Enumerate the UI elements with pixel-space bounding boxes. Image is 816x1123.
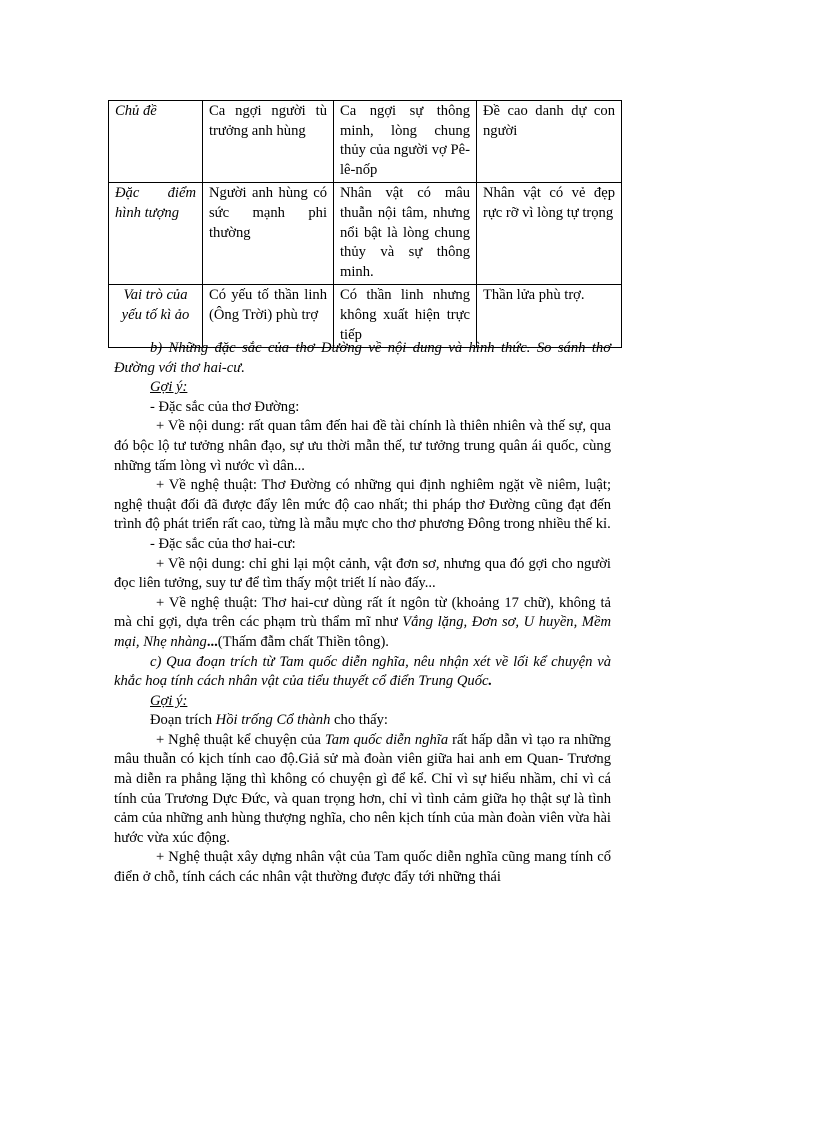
hint-heading-c <box>114 692 611 712</box>
row-header-vai-tro: Vai trò của yếu tố kì ảo <box>109 285 203 348</box>
text-run: rất hấp dẫn vì tạo ra những mâu thuẫn có kịch tính cao độ.Giả sử mà đoàn viên giữa hai anh em Quan- Trương mà diễn ra phẳng lặng thì không có chuyện gì để kể. Chỉ vì sự hiểu nhầm, chỉ vì cá tính của Trương Dực Đức, và quan trọng hơn, chỉ vì tình cảm giữa họ thật sự là tình cảm của những anh hùng thượng nghĩa, cho nên kịch tính của màn đoàn viên vừa hài hước vừa xúc động. <box>114 731 611 846</box>
italic-terms: Vắng lặng, Đơn sơ, U huyền, Mềm mại, Nhẹ nhàng <box>114 614 611 650</box>
question-text: c) Qua đoạn trích từ Tam quốc diễn nghĩa, nêu nhận xét về lối kể chuyện và khắc hoạ tính cách nhân vật của tiểu thuyết cổ điển Trung Quốc <box>114 653 611 690</box>
hint-label: Gợi ý: <box>150 692 188 709</box>
table-cell: Ca ngợi người tù trưởng anh hùng <box>203 101 334 183</box>
paragraph: + Về nghệ thuật: Thơ Đường có những qui định nghiêm ngặt về niêm, luật; nghệ thuật đối đã được đẩy lên mức độ cao nhất; thi pháp thơ Đường cũng đạt đến trình độ phát triển rất cao, từng là mẫu mực cho thơ phương Đông trong nhiều thế kỉ. <box>114 477 611 533</box>
paragraph <box>114 731 611 849</box>
row-header-dac-diem: Đặc điểm hình tượng <box>109 183 203 285</box>
question-end: . <box>488 673 493 690</box>
body-text <box>114 339 611 888</box>
hint-label: Gợi ý: <box>150 379 188 396</box>
table-cell: Có yếu tố thần linh (Ông Trời) phù trợ <box>203 285 334 348</box>
row-header-chu-de: Chủ đề <box>109 101 203 183</box>
table-cell: Ca ngợi sự thông minh, lòng chung thủy của người vợ Pê-lê-nốp <box>334 101 477 183</box>
text-run: + Nghệ thuật kể chuyện của <box>156 731 325 748</box>
table-cell: Đề cao danh dự con người <box>477 101 622 183</box>
table-row <box>109 101 622 183</box>
paragraph: + Nghệ thuật xây dựng nhân vật của Tam quốc diễn nghĩa cũng mang tính cổ điển ở chỗ, tính cách các nhân vật thường được đẩy tới những thái <box>114 849 611 886</box>
text-run: Đoạn trích <box>150 712 216 729</box>
table-cell: Có thần linh nhưng không xuất hiện trực tiếp <box>334 285 477 348</box>
paragraph <box>114 711 611 731</box>
text-run: (Thấm đẫm chất Thiền tông). <box>217 633 389 650</box>
question-c <box>114 653 611 692</box>
text-run: cho thấy: <box>330 712 388 729</box>
question-b: b) Những đặc sắc của thơ Đường về nội dung và hình thức. So sánh thơ Đường với thơ hai-cư. <box>114 340 611 376</box>
comparison-table <box>108 100 622 348</box>
table-cell: Thần lửa phù trợ. <box>477 285 622 348</box>
paragraph: + Về nội dung: chỉ ghi lại một cảnh, vật đơn sơ, nhưng qua đó gợi cho người đọc liên tưởng, suy tư để tìm thấy một triết lí nào đấy... <box>114 555 611 592</box>
text-run: + Về nghệ thuật: Thơ hai-cư dùng rất ít ngôn từ (khoảng 17 chữ), không tả mà chỉ gợi, dựa trên các phạm trù thẩm mĩ như <box>114 594 611 631</box>
text-run: ... <box>206 633 218 650</box>
paragraph: - Đặc sắc của thơ hai-cư: <box>150 535 296 552</box>
italic-title: Tam quốc diễn nghĩa <box>324 731 449 748</box>
italic-title: Hồi trống Cổ thành <box>215 712 331 729</box>
table-cell: Nhân vật có mâu thuẫn nội tâm, nhưng nổi bật là lòng chung thủy và sự thông minh. <box>334 183 477 285</box>
table-cell: Người anh hùng có sức mạnh phi thường <box>203 183 334 285</box>
paragraph: - Đặc sắc của thơ Đường: <box>150 398 300 415</box>
table-cell: Nhân vật có vẻ đẹp rực rỡ vì lòng tự trọng <box>477 183 622 285</box>
paragraph <box>114 594 611 653</box>
hint-heading-b <box>114 378 611 398</box>
table-row <box>109 183 622 285</box>
paragraph: + Về nội dung: rất quan tâm đến hai đề tài chính là thiên nhiên và thế sự, qua đó bộc lộ tư tưởng nhân đạo, sự ưu thời mẫn thế, tư tưởng trung quân ái quốc, cùng những tấm lòng vì nước vì dân... <box>114 418 611 474</box>
